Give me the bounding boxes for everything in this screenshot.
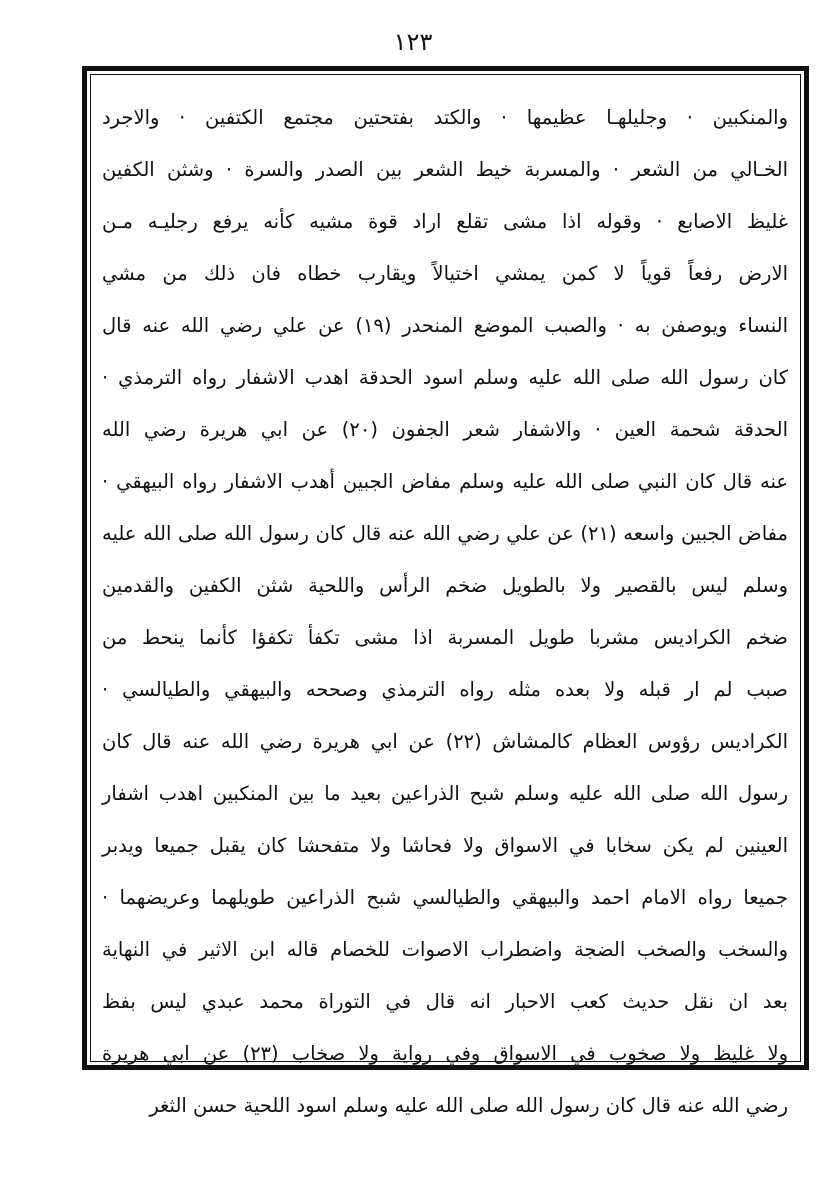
text-line: الخـالي من الشعر · والمسربة خيط الشعر بين الصدر والسرة · وشثن الكفين <box>102 158 788 181</box>
text-line: رضي الله عنه قال كان رسول الله صلى الله عليه وسلم اسود اللحية حسن الثغر <box>149 1094 788 1117</box>
text-line: رسول الله صلى الله عليه وسلم شبح الذراعين بعيد ما بين المنكبين اهدب اشفار <box>102 782 788 805</box>
text-line: العينين لم يكن سخابا في الاسواق ولا فحاشا ولا متفحشا كان يقبل جميعا ويدبر <box>102 834 788 857</box>
text-line: الحدقة شحمة العين · والاشفار شعر الجفون (٢٠) عن ابي هريرة رضي الله <box>102 418 789 441</box>
text-line: الارض رفعاً قوياً لا كمن يمشي اختيالاً ويقارب خطاه فان ذلك من مشي <box>102 262 788 285</box>
text-line: صبب لم ار قبله ولا بعده مثله رواه الترمذي وصححه والبيهقي والطيالسي · <box>102 678 788 701</box>
text-line: عنه قال كان النبي صلى الله عليه وسلم مفاض الجبين أهدب الاشفار رواه البيهقي · <box>102 470 788 493</box>
text-line: والسخب والصخب الضجة واضطراب الاصوات للخصام قاله ابن الاثير في النهاية <box>102 938 788 961</box>
text-line: ولا غليظ ولا صخوب في الاسواق وفي رواية ولا صخاب (٢٣) عن ابي هريرة <box>102 1042 788 1065</box>
text-line: كان رسول الله صلى الله عليه وسلم اسود الحدقة اهدب الاشفار رواه الترمذي · <box>102 366 788 389</box>
text-line: وسلم ليس بالقصير ولا بالطويل ضخم الرأس واللحية شثن الكفين والقدمين <box>102 574 788 597</box>
body-text <box>102 92 789 1117</box>
text-line: ضخم الكراديس مشربا طويل المسربة اذا مشى تكفأ تكفؤا كأنما ينحط من <box>102 626 788 649</box>
text-line: جميعا رواه الامام احمد والبيهقي والطيالسي شبح الذراعين طويلهما وعريضهما · <box>102 886 788 909</box>
text-line: الكراديس رؤوس العظام كالمشاش (٢٢) عن ابي هريرة رضي الله عنه قال كان <box>102 730 788 753</box>
text-line: بعد ان نقل حديث كعب الاحبار انه قال في التوراة محمد عبدي ليس بفظ <box>102 990 788 1013</box>
text-line: غليظ الاصابع · وقوله اذا مشى تقلع اراد قوة مشيه كأنه يرفع رجليـه مـن <box>102 210 788 233</box>
text-line: مفاض الجبين واسعه (٢١) عن علي رضي الله عنه قال كان رسول الله صلى الله عليه <box>102 522 788 545</box>
text-line: النساء ويوصفن به · والصبب الموضع المنحدر (١٩) عن علي رضي الله عنه قال <box>102 314 788 337</box>
text-line: والمنكبين · وجليلهـا عظيمها · والكتد بفتحتين مجتمع الكتفين · والاجرد <box>102 106 788 129</box>
page-number: ١٢٣ <box>393 28 433 56</box>
